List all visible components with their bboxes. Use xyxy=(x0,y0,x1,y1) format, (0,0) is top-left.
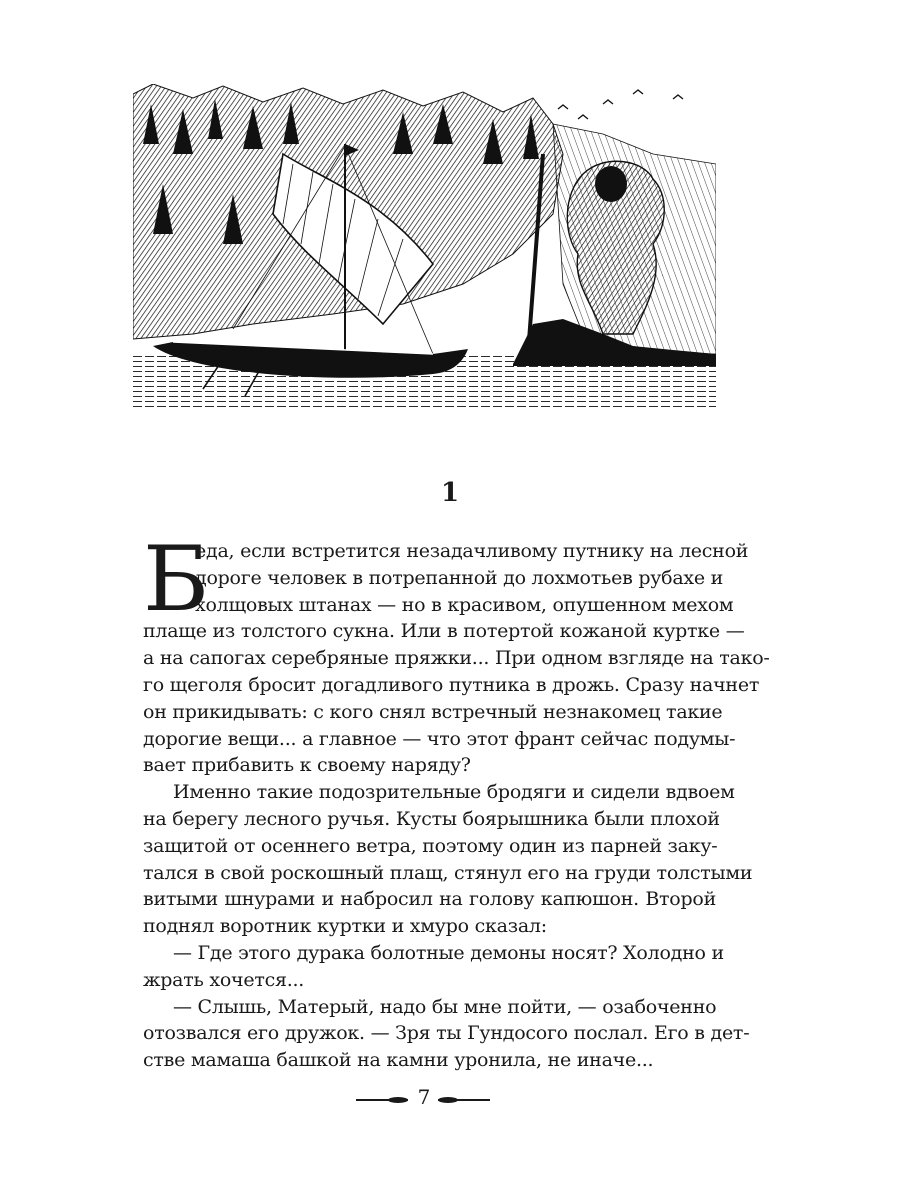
text-line: плаще из толстого сукна. Или в потертой кожаной куртке — xyxy=(143,620,745,643)
text-line: — Где этого дурака болотные демоны носят? Холодно и xyxy=(173,941,724,964)
text-line: поднял воротник куртки и хмуро сказал: xyxy=(143,915,547,938)
drop-cap: Б xyxy=(143,527,209,632)
chapter-illustration xyxy=(133,84,716,410)
paragraph xyxy=(143,779,753,940)
text-line: а на сапогах серебряные пряжки... При одном взгляде на тако- xyxy=(143,647,770,670)
page-number: 7 xyxy=(417,1085,431,1109)
footer-ornament-right xyxy=(438,1099,490,1101)
paragraph xyxy=(143,527,770,779)
engraving-image xyxy=(133,84,716,410)
text-line: го щеголя бросит догадливого путника в дрожь. Сразу начнет xyxy=(143,673,760,696)
text-line: стве мамаша башкой на камни уронила, не иначе... xyxy=(143,1049,654,1072)
page-footer xyxy=(0,1085,900,1115)
text-line: на берегу лесного ручья. Кусты боярышника были плохой xyxy=(143,807,720,830)
paragraph xyxy=(143,940,724,994)
paragraph xyxy=(143,994,750,1074)
text-line: Именно такие подозрительные бродяги и сидели вдвоем xyxy=(173,781,735,804)
text-line: защитой от осеннего ветра, поэтому один из парней заку- xyxy=(143,834,718,857)
footer-ornament-left xyxy=(356,1099,408,1101)
text-line: вает прибавить к своему наряду? xyxy=(143,754,471,777)
text-line: витыми шнурами и набросил на голову капюшон. Второй xyxy=(143,888,716,911)
text-line: — Слышь, Матерый, надо бы мне пойти, — озабоченно xyxy=(173,995,717,1018)
text-line: тался в свой роскошный плащ, стянул его на груди толстыми xyxy=(143,861,753,884)
text-line: еда, если встретится незадачливому путнику на лесной xyxy=(195,540,749,562)
chapter-number: 1 xyxy=(440,478,460,508)
chapter-text xyxy=(143,527,770,1074)
text-line: отозвался его дружок. — Зря ты Гундосого послал. Его в дет- xyxy=(143,1022,750,1045)
text-line: жрать хочется... xyxy=(143,968,305,991)
text-line: дороге человек в потрепанной до лохмотьев рубахе и xyxy=(195,566,724,589)
text-line: дорогие вещи... а главное — что этот франт сейчас подумы- xyxy=(143,727,736,750)
text-line: он прикидывать: с кого снял встречный незнакомец такие xyxy=(143,700,723,723)
text-line: холщовых штанах — но в красивом, опушенном мехом xyxy=(195,593,734,616)
